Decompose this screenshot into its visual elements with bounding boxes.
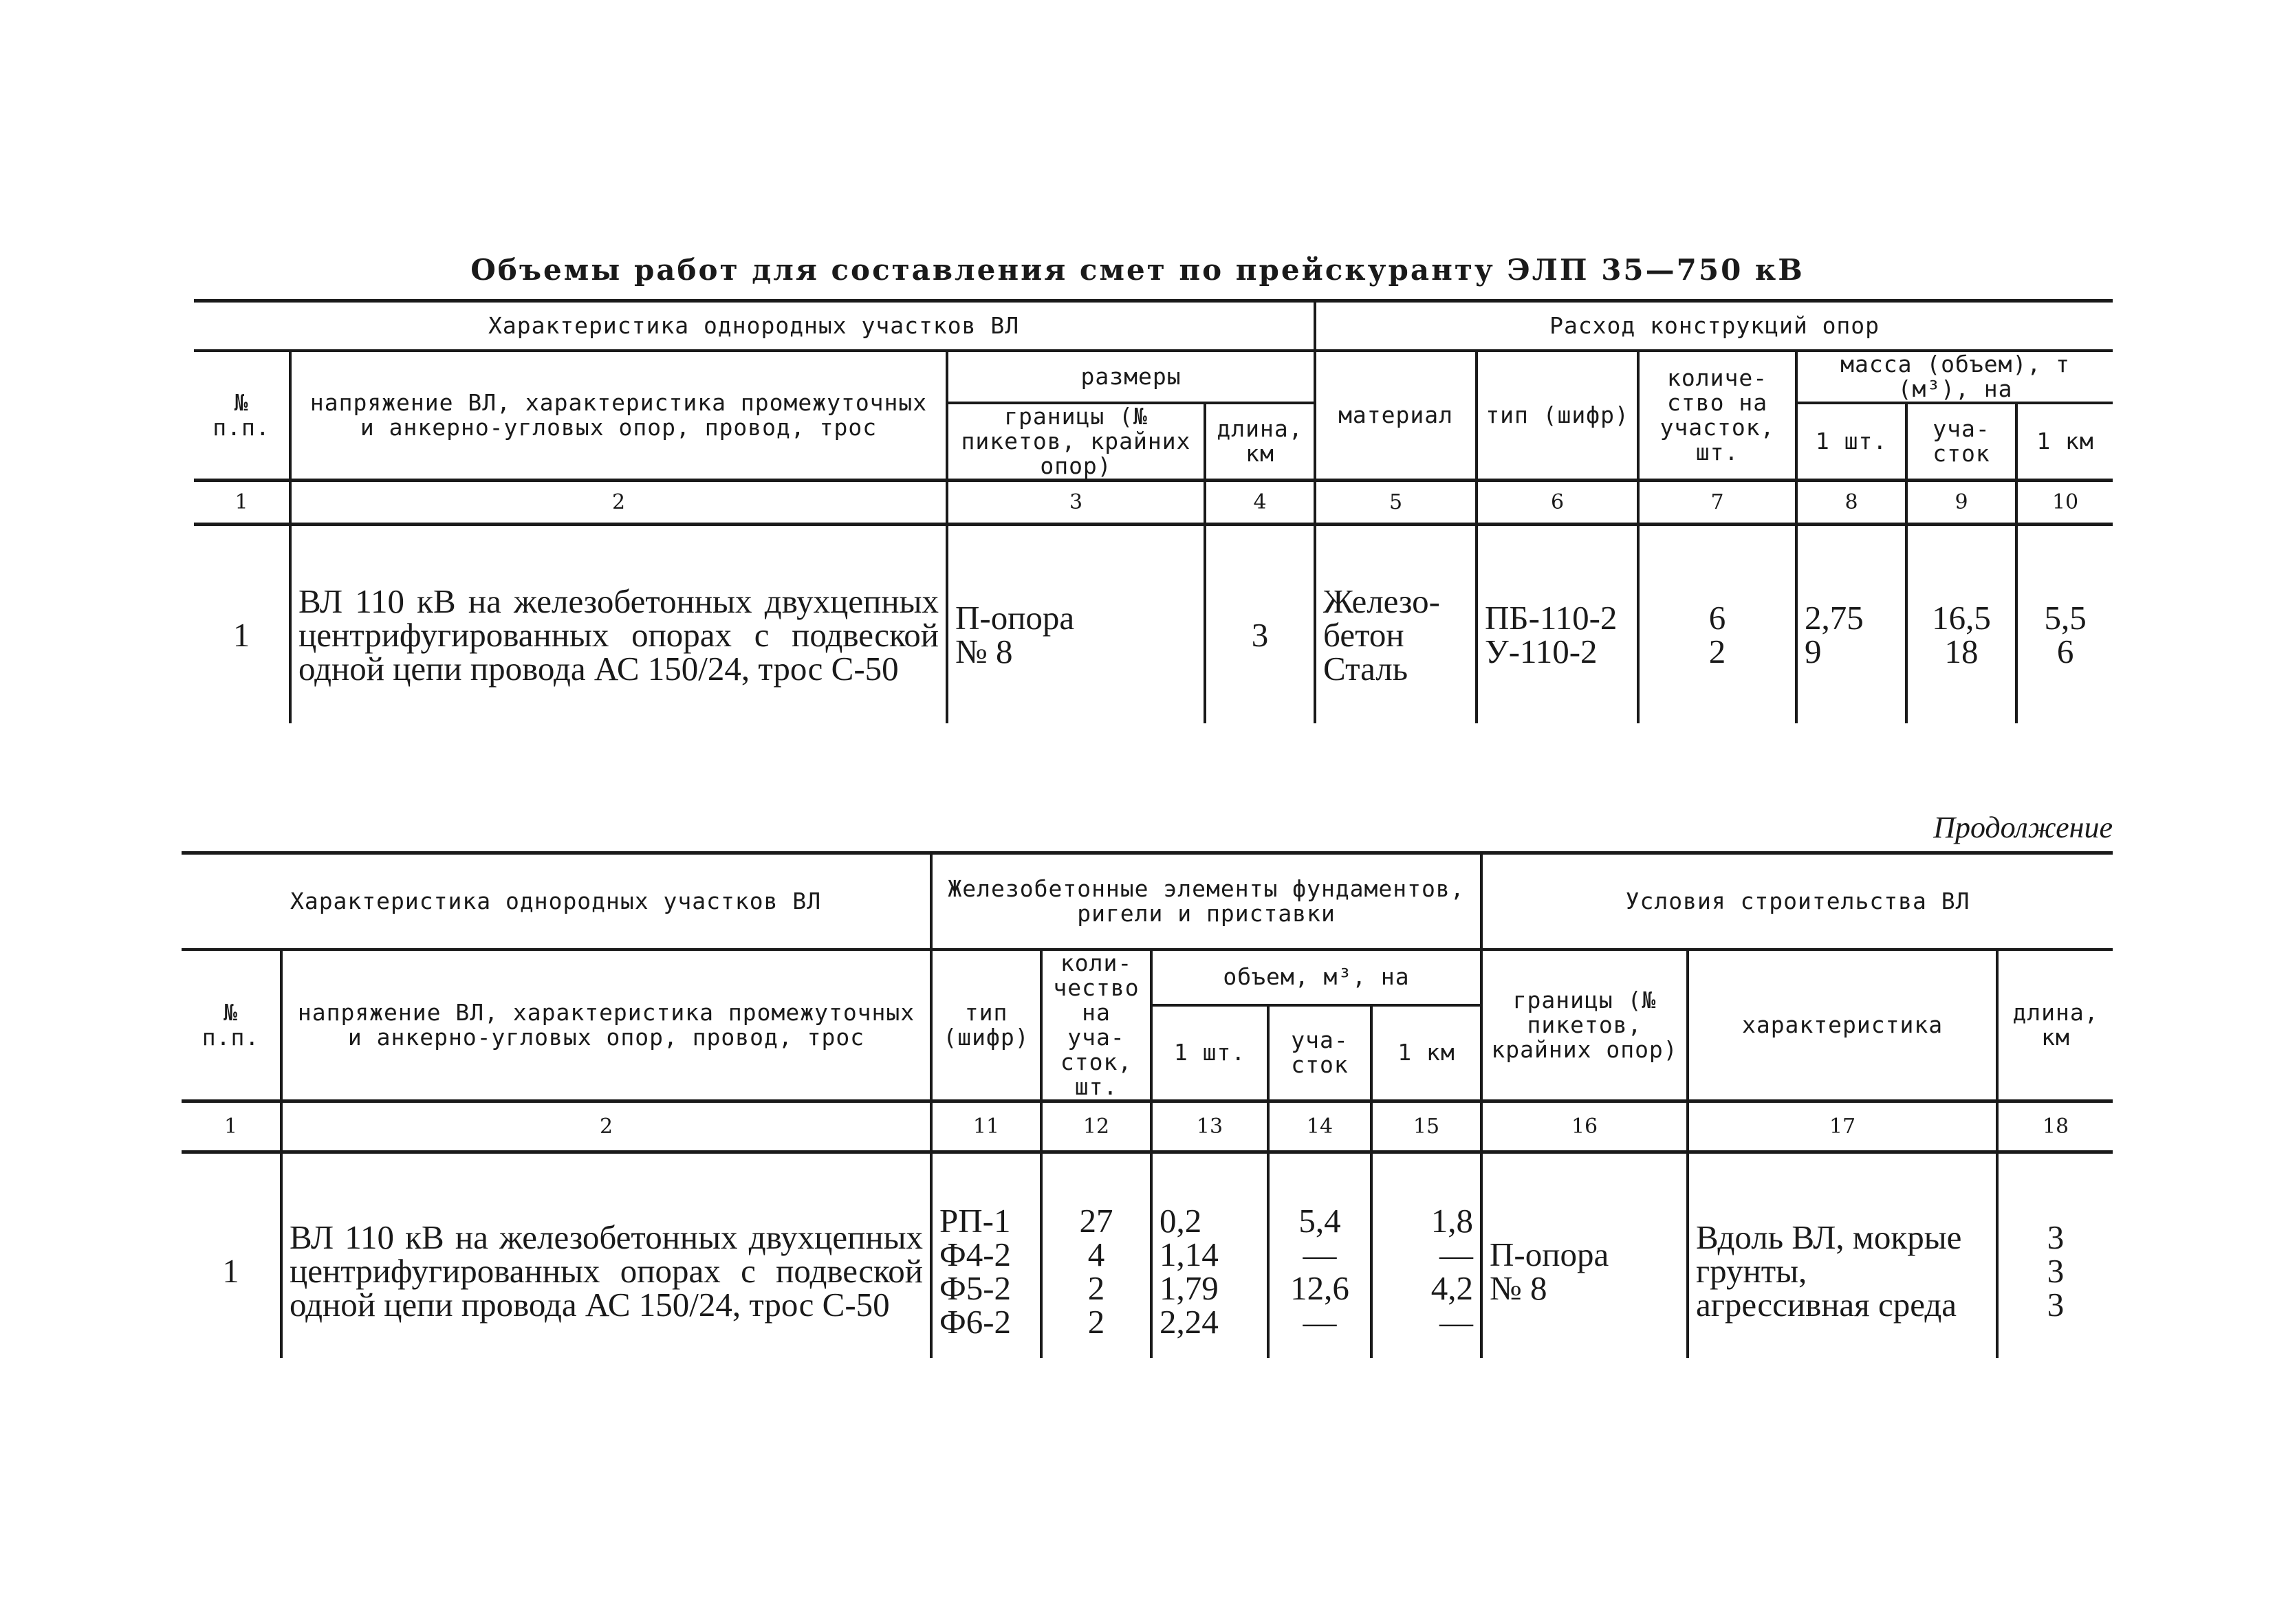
col-material-header: материал [1315, 351, 1477, 481]
volumes-table-main [194, 299, 2113, 723]
col-number: 12 [1041, 1101, 1151, 1152]
col-length-header: длина, км [1205, 403, 1315, 481]
row-number: 1 [232, 615, 250, 654]
row-length: 3 [1205, 524, 1315, 723]
col-vol-1-header: 1 шт. [1151, 1005, 1268, 1101]
col-desc-header: напряжение ВЛ, характеристика промежуточных и анкерно-угловых опор, провод, трос [290, 351, 947, 481]
row-types: ПБ-110-2 У-110-2 [1477, 524, 1638, 723]
col-number: 1 [235, 490, 248, 514]
col-number: 16 [1481, 1101, 1688, 1152]
col-type-header: тип (шифр) [1477, 351, 1638, 481]
col-number: 4 [1205, 480, 1315, 524]
row-bounds: П-опора № 8 [947, 524, 1205, 723]
col-number: 1 [224, 1114, 238, 1139]
col-number: 10 [2016, 480, 2113, 524]
col-number: 15 [1371, 1101, 1481, 1152]
group-header-sections: Характеристика однородных участков ВЛ [194, 301, 1315, 351]
row-vol-1: 0,2 1,14 1,79 2,24 [1151, 1152, 1268, 1358]
col-sizes-header: размеры [947, 351, 1315, 403]
row-description: ВЛ 110 кВ на железобетонных двухцепных центрифугированных опорах с подвеской одной цепи провода АС 150/24, трос С-50 [281, 1152, 931, 1358]
row-description: ВЛ 110 кВ на железобетонных двухцепных центрифугированных опорах с подвеской одной цепи провода АС 150/24, трос С-50 [290, 524, 947, 723]
col-length-header: длина, км [1997, 950, 2113, 1101]
group-header-supports: Расход конструкций опор [1315, 301, 2113, 351]
col-volume-header: объем, м³, на [1151, 950, 1481, 1006]
col-number: 2 [281, 1101, 931, 1152]
continuation-label: Продолжение [1933, 811, 2113, 844]
row-qty: 6 2 [1638, 524, 1796, 723]
col-number: 17 [1688, 1101, 1997, 1152]
col-number: 18 [1997, 1101, 2113, 1152]
row-lengths: 3 3 3 [1997, 1152, 2113, 1358]
group-header-foundations: Железобетонные элементы фундаментов, ригели и приставки [931, 853, 1481, 950]
row-number: 1 [222, 1252, 239, 1291]
col-mass-km-header: 1 км [2016, 403, 2113, 481]
col-number: 5 [1315, 480, 1477, 524]
col-number: 6 [1477, 480, 1638, 524]
row-materials: Железо-бетон Сталь [1315, 524, 1477, 723]
row-mass-1: 2,75 9 [1796, 524, 1906, 723]
col-mass-section-header: уча-сток [1906, 403, 2016, 481]
col-bounds-header: границы (№ пикетов, крайних опор) [947, 403, 1205, 481]
col-bounds-header: границы (№ пикетов, крайних опор) [1481, 950, 1688, 1101]
row-characteristic: Вдоль ВЛ, мокрые грунты, агрессивная среда [1688, 1152, 1997, 1358]
col-number: 13 [1151, 1101, 1268, 1152]
col-mass-header: масса (объем), т (м³), на [1796, 351, 2113, 403]
row-mass-section: 16,5 18 [1906, 524, 2016, 723]
col-number: 7 [1638, 480, 1796, 524]
col-vol-km-header: 1 км [1371, 1005, 1481, 1101]
volumes-table-continuation [182, 851, 2113, 1358]
col-number: 14 [1268, 1101, 1371, 1152]
col-number: 3 [947, 480, 1205, 524]
col-char-header: характеристика [1688, 950, 1997, 1101]
col-no-header: № п.п. [202, 998, 260, 1051]
col-qty-header: количе-ство на участок, шт. [1638, 351, 1796, 481]
col-vol-section-header: уча-сток [1268, 1005, 1371, 1101]
table-row [182, 1152, 2113, 1358]
row-qty: 27 4 2 2 [1041, 1152, 1151, 1358]
col-number: 11 [931, 1101, 1041, 1152]
row-vol-km: 1,8 — 4,2 — [1371, 1152, 1481, 1358]
col-type-header: тип (шифр) [931, 950, 1041, 1101]
col-number: 8 [1796, 480, 1906, 524]
col-no-header: № п.п. [213, 388, 270, 441]
group-header-construction: Условия строительства ВЛ [1481, 853, 2113, 950]
table-row [194, 524, 2113, 723]
group-header-sections: Характеристика однородных участков ВЛ [182, 853, 931, 950]
col-qty-header: коли-чество на уча-сток, шт. [1041, 950, 1151, 1101]
row-mass-km: 5,5 6 [2016, 524, 2113, 723]
row-vol-section: 5,4 — 12,6 — [1268, 1152, 1371, 1358]
row-bounds: П-опора № 8 [1481, 1152, 1688, 1358]
col-mass-1-header: 1 шт. [1796, 403, 1906, 481]
col-desc-header: напряжение ВЛ, характеристика промежуточных и анкерно-угловых опор, провод, трос [281, 950, 931, 1101]
row-types: РП-1 Ф4-2 Ф5-2 Ф6-2 [931, 1152, 1041, 1358]
col-number: 9 [1906, 480, 2016, 524]
document-title: Объемы работ для составления смет по прейскуранту ЭЛП 35—750 кВ [470, 253, 1805, 287]
col-number: 2 [290, 480, 947, 524]
